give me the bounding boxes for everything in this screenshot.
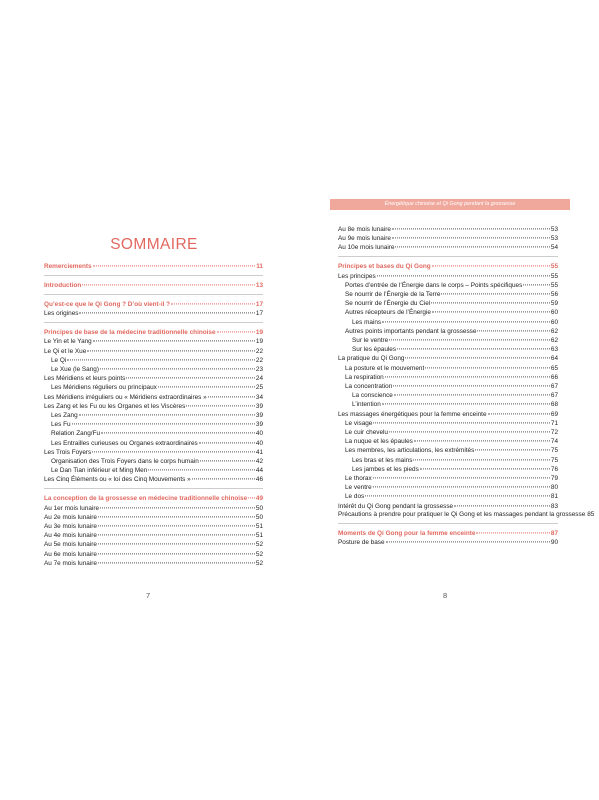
toc-entry-title: La nuque et les épaules bbox=[345, 438, 413, 446]
dot-leader bbox=[392, 238, 550, 239]
dot-leader bbox=[158, 387, 255, 388]
toc-entry[interactable] bbox=[44, 383, 263, 392]
dot-leader bbox=[523, 284, 550, 285]
toc-entry[interactable] bbox=[338, 318, 558, 327]
toc-entry-title: La conception de la grossesse en médecine traditionnelle chinoise bbox=[44, 495, 248, 503]
toc-entry[interactable] bbox=[338, 299, 558, 308]
toc-entry-page: 39 bbox=[255, 402, 263, 410]
dot-leader bbox=[72, 424, 255, 425]
toc-entry-title: Les origines bbox=[44, 310, 79, 318]
dot-leader bbox=[386, 542, 550, 543]
dot-leader bbox=[431, 303, 550, 304]
dot-leader bbox=[82, 284, 255, 285]
toc-entry[interactable] bbox=[44, 475, 263, 484]
toc-entry-page: 39 bbox=[255, 421, 263, 429]
toc-entry-page: 90 bbox=[550, 539, 558, 547]
dot-leader bbox=[192, 479, 255, 480]
toc-entry[interactable] bbox=[338, 456, 558, 465]
toc-entry-title: Le Qi bbox=[51, 356, 67, 364]
dot-leader bbox=[92, 451, 255, 452]
toc-entry-title: Au 7e mois lunaire bbox=[44, 559, 97, 567]
toc-entry[interactable] bbox=[44, 504, 263, 513]
dot-leader bbox=[477, 330, 549, 331]
dot-leader bbox=[248, 498, 255, 499]
toc-entry-page: 25 bbox=[255, 384, 263, 392]
toc-entry-title: Sur le ventre bbox=[352, 337, 389, 345]
toc-entry-title: Les Zang bbox=[51, 412, 78, 420]
dot-leader bbox=[365, 496, 550, 497]
toc-entry-page: 19 bbox=[255, 329, 263, 337]
toc-entry[interactable] bbox=[44, 522, 263, 531]
toc-entry[interactable] bbox=[338, 483, 558, 492]
dot-leader bbox=[382, 321, 550, 322]
toc-entry-page: 67 bbox=[550, 383, 558, 391]
toc-entry-title: Les Cinq Éléments ou « loi des Cinq Mouvements » bbox=[44, 476, 191, 484]
toc-entry-page: 79 bbox=[550, 475, 558, 483]
toc-entry[interactable] bbox=[44, 439, 263, 448]
toc-entry[interactable] bbox=[338, 327, 558, 336]
toc-entry[interactable] bbox=[338, 400, 558, 409]
toc-entry[interactable] bbox=[338, 419, 558, 428]
dot-leader bbox=[441, 293, 549, 294]
toc-entry-page: 76 bbox=[550, 465, 558, 473]
toc-entry-page: 74 bbox=[550, 438, 558, 446]
dot-leader bbox=[79, 313, 254, 314]
toc-section-entry[interactable] bbox=[44, 300, 263, 309]
toc-entry-title: Les principes bbox=[338, 272, 376, 280]
dot-leader bbox=[79, 414, 255, 415]
toc-entry[interactable] bbox=[44, 374, 263, 383]
toc-entry-page: 66 bbox=[550, 373, 558, 381]
toc-entry-title: Le Yin et le Yang bbox=[44, 338, 92, 346]
toc-entry-page: 81 bbox=[550, 493, 558, 501]
toc-entry-page: 22 bbox=[255, 347, 263, 355]
dot-leader bbox=[373, 487, 550, 488]
toc-entry-page: 69 bbox=[550, 410, 558, 418]
table-of-contents-left bbox=[44, 262, 263, 568]
toc-entry-page: 71 bbox=[550, 419, 558, 427]
dot-leader bbox=[98, 516, 255, 517]
toc-entry-title: Les Fu bbox=[51, 421, 71, 429]
toc-entry-page: 62 bbox=[550, 327, 558, 335]
toc-entry[interactable] bbox=[338, 502, 558, 511]
toc-entry[interactable] bbox=[338, 437, 558, 446]
toc-entry-page: 63 bbox=[550, 346, 558, 354]
toc-entry[interactable] bbox=[338, 336, 558, 345]
toc-entry[interactable] bbox=[44, 420, 263, 429]
toc-entry[interactable] bbox=[44, 457, 263, 466]
dot-leader bbox=[87, 350, 255, 351]
toc-section-entry[interactable] bbox=[338, 529, 558, 538]
toc-section-entry[interactable] bbox=[44, 328, 263, 337]
toc-entry[interactable] bbox=[44, 337, 263, 346]
dot-leader bbox=[432, 266, 550, 267]
toc-entry-title: La respiration bbox=[345, 373, 384, 381]
toc-entry[interactable] bbox=[44, 448, 263, 457]
dot-leader bbox=[100, 368, 255, 369]
toc-entry[interactable] bbox=[338, 382, 558, 391]
toc-entry-page: 55 bbox=[550, 272, 558, 280]
section-divider bbox=[44, 488, 263, 489]
left-page bbox=[0, 0, 299, 800]
toc-entry-page: 17 bbox=[255, 310, 263, 318]
toc-entry-title: L’intention bbox=[352, 401, 381, 409]
toc-entry[interactable] bbox=[44, 393, 263, 402]
toc-entry-title: Moments de Qi Gong pour la femme enceinte bbox=[338, 530, 476, 538]
toc-entry-page: 83 bbox=[550, 502, 558, 510]
dot-leader bbox=[126, 378, 255, 379]
toc-entry-title: Les Entrailles curieuses ou Organes extraordinaires bbox=[51, 439, 198, 447]
toc-entry[interactable] bbox=[338, 234, 558, 243]
toc-entry-title: Autres récepteurs de l’Énergie bbox=[345, 309, 431, 317]
dot-leader bbox=[454, 505, 550, 506]
toc-entry-page: 19 bbox=[255, 338, 263, 346]
toc-entry-page: 60 bbox=[550, 318, 558, 326]
toc-entry-title: Les Méridiens irréguliers ou « Méridiens extraordinaires » bbox=[44, 393, 207, 401]
toc-section-entry[interactable] bbox=[44, 281, 263, 290]
dot-leader bbox=[405, 358, 549, 359]
toc-entry-page: 55 bbox=[550, 281, 558, 289]
dot-leader bbox=[397, 349, 550, 350]
section-divider bbox=[44, 322, 263, 323]
toc-entry-page: 75 bbox=[550, 456, 558, 464]
dot-leader bbox=[382, 404, 550, 405]
toc-entry-page: 13 bbox=[255, 282, 263, 289]
toc-entry[interactable] bbox=[338, 538, 558, 547]
dot-leader bbox=[98, 553, 255, 554]
toc-entry-page: 42 bbox=[255, 458, 263, 466]
toc-entry[interactable] bbox=[338, 373, 558, 382]
toc-entry[interactable] bbox=[338, 308, 558, 317]
toc-entry-title: Portes d’entrée de l’Énergie dans le corps – Points spécifiques bbox=[345, 281, 523, 289]
dot-leader bbox=[373, 422, 550, 423]
dot-leader bbox=[98, 562, 255, 563]
toc-entry-title: Posture de base bbox=[338, 539, 385, 547]
toc-entry[interactable] bbox=[44, 356, 263, 365]
dot-leader bbox=[186, 405, 255, 406]
toc-entry-title: Se nourrir de l’Énergie du Ciel bbox=[345, 300, 431, 308]
toc-entry-page: 40 bbox=[255, 430, 263, 438]
toc-entry-title: Le dos bbox=[345, 493, 365, 501]
toc-entry-title: Le Dan Tian inférieur et Ming Men bbox=[51, 467, 148, 475]
dot-leader bbox=[385, 376, 550, 377]
toc-entry-title: Organisation des Trois Foyers dans le corps humain bbox=[51, 458, 199, 466]
toc-entry-page: 11 bbox=[256, 263, 263, 270]
dot-leader bbox=[395, 247, 549, 248]
toc-section-entry[interactable] bbox=[44, 262, 263, 271]
toc-entry-page: 53 bbox=[550, 226, 558, 233]
toc-entry-page: 52 bbox=[255, 550, 263, 558]
toc-entry-page: 52 bbox=[255, 559, 263, 567]
toc-section-entry[interactable] bbox=[338, 262, 558, 271]
dot-leader bbox=[101, 433, 255, 434]
toc-entry[interactable] bbox=[338, 428, 558, 437]
section-divider bbox=[44, 275, 263, 276]
toc-entry-page: 62 bbox=[550, 337, 558, 345]
dot-leader bbox=[98, 544, 255, 545]
page-title: SOMMAIRE bbox=[110, 236, 198, 253]
dot-leader bbox=[420, 468, 550, 469]
toc-entry-title: Le thorax bbox=[345, 475, 372, 483]
toc-entry-page: 23 bbox=[255, 366, 263, 374]
toc-entry-page: 22 bbox=[255, 356, 263, 364]
dot-leader bbox=[217, 332, 255, 333]
section-divider bbox=[44, 294, 263, 295]
toc-entry-title: Principes de base de la médecine traditionnelle chinoise bbox=[44, 329, 216, 337]
toc-entry-page: 54 bbox=[550, 244, 558, 252]
toc-entry[interactable] bbox=[338, 290, 558, 299]
toc-entry[interactable] bbox=[338, 225, 558, 234]
toc-entry[interactable] bbox=[44, 550, 263, 559]
toc-entry[interactable] bbox=[44, 309, 263, 318]
toc-entry-title: Autres points importants pendant la grossesse bbox=[345, 327, 477, 335]
toc-entry-title: Au 6e mois lunaire bbox=[44, 550, 97, 558]
running-header: Énergétique chinoise et Qi Gong pendant la grossesse bbox=[330, 199, 570, 210]
toc-entry-page: 56 bbox=[550, 291, 558, 299]
toc-entry[interactable] bbox=[338, 446, 558, 455]
toc-entry[interactable] bbox=[44, 429, 263, 438]
dot-leader bbox=[148, 470, 255, 471]
toc-entry-title: Au 10e mois lunaire bbox=[338, 244, 395, 252]
dot-leader bbox=[98, 535, 255, 536]
toc-entry[interactable] bbox=[338, 243, 558, 252]
toc-entry-title: La conscience bbox=[352, 392, 393, 400]
toc-entry[interactable] bbox=[338, 391, 558, 400]
dot-leader bbox=[389, 431, 550, 432]
dot-leader bbox=[199, 442, 255, 443]
toc-entry-page: 55 bbox=[550, 263, 558, 271]
toc-entry-title: Qu’est-ce que le Qi Gong ? D’où vient-il ? bbox=[44, 301, 171, 308]
toc-entry-page: 67 bbox=[550, 392, 558, 400]
section-divider bbox=[338, 256, 558, 257]
table-of-contents-right bbox=[338, 225, 595, 548]
toc-entry-page: 51 bbox=[255, 532, 263, 540]
toc-entry-page: 59 bbox=[550, 300, 558, 308]
toc-entry[interactable] bbox=[44, 365, 263, 374]
toc-entry-title: Les mains bbox=[352, 318, 382, 326]
toc-entry-title: Sur les épaules bbox=[352, 346, 397, 354]
dot-leader bbox=[208, 396, 255, 397]
right-page bbox=[300, 0, 599, 800]
toc-entry-title: Au 5e mois lunaire bbox=[44, 541, 97, 549]
toc-entry-title: Le Xue (le Sang) bbox=[51, 366, 99, 374]
toc-entry-page: 41 bbox=[255, 448, 263, 456]
dot-leader bbox=[475, 450, 550, 451]
toc-entry-page: 60 bbox=[550, 309, 558, 317]
toc-entry-title: Les Méridiens réguliers ou principaux bbox=[51, 384, 157, 392]
toc-entry[interactable] bbox=[338, 281, 558, 290]
toc-entry[interactable] bbox=[338, 465, 558, 474]
toc-entry-page: 50 bbox=[255, 513, 263, 521]
toc-entry-title: Les bras et les mains bbox=[352, 456, 413, 464]
toc-entry-page: 53 bbox=[550, 235, 558, 243]
toc-entry-page: 49 bbox=[255, 495, 263, 503]
toc-entry-page: 75 bbox=[550, 447, 558, 455]
toc-entry-title: Le cuir chevelu bbox=[345, 429, 388, 437]
toc-entry-page: 46 bbox=[255, 476, 263, 484]
page-number: 8 bbox=[443, 591, 448, 600]
toc-entry[interactable] bbox=[44, 513, 263, 522]
toc-entry-title: Au 1er mois lunaire bbox=[44, 504, 100, 512]
toc-entry-title: Au 9e mois lunaire bbox=[338, 235, 391, 243]
toc-entry[interactable] bbox=[44, 402, 263, 411]
dot-leader bbox=[413, 459, 550, 460]
toc-entry-title: Les Zang et les Fu ou les Organes et les Viscères bbox=[44, 402, 186, 410]
section-divider bbox=[338, 523, 558, 524]
toc-entry-page: 44 bbox=[255, 467, 263, 475]
toc-entry-page: 52 bbox=[255, 541, 263, 549]
toc-entry-page: 80 bbox=[550, 484, 558, 492]
toc-entry-title: Les jambes et les pieds bbox=[352, 465, 419, 473]
dot-leader bbox=[171, 303, 255, 304]
toc-entry-title: Se nourrir de l’Énergie de la Terre bbox=[345, 291, 441, 299]
toc-entry-title: Intérêt du Qi Gong pendant la grossesse bbox=[338, 502, 454, 510]
dot-leader bbox=[67, 359, 255, 360]
toc-entry-page: 40 bbox=[255, 439, 263, 447]
toc-entry[interactable] bbox=[338, 474, 558, 483]
page-number: 7 bbox=[146, 591, 151, 600]
dot-leader bbox=[200, 460, 255, 461]
dot-leader bbox=[93, 341, 255, 342]
toc-entry-page: 39 bbox=[255, 412, 263, 420]
toc-entry[interactable] bbox=[338, 272, 558, 281]
dot-leader bbox=[98, 525, 255, 526]
toc-section-entry[interactable] bbox=[44, 494, 263, 503]
toc-entry[interactable] bbox=[44, 466, 263, 475]
toc-entry[interactable] bbox=[44, 540, 263, 549]
toc-entry-title: Relation Zang/Fu bbox=[51, 430, 101, 438]
toc-entry-title: Les Trois Foyers bbox=[44, 448, 92, 456]
toc-entry-title: Les Méridiens et leurs points bbox=[44, 375, 126, 383]
dot-leader bbox=[389, 339, 550, 340]
dot-leader bbox=[394, 395, 550, 396]
toc-entry-title: Le Qi et le Xue bbox=[44, 347, 87, 355]
toc-entry-page: 50 bbox=[255, 504, 263, 512]
dot-leader bbox=[93, 265, 256, 266]
dot-leader bbox=[373, 477, 550, 478]
toc-entry-title: Principes et bases du Qi Gong bbox=[338, 263, 431, 271]
dot-leader bbox=[393, 385, 550, 386]
toc-entry[interactable] bbox=[338, 492, 558, 501]
toc-entry-title: Au 3e mois lunaire bbox=[44, 523, 97, 531]
dot-leader bbox=[414, 441, 550, 442]
toc-entry-page: 72 bbox=[550, 429, 558, 437]
toc-entry-page: 65 bbox=[550, 364, 558, 372]
dot-leader bbox=[392, 228, 550, 229]
dot-leader bbox=[432, 312, 550, 313]
toc-entry-title: La posture et le mouvement bbox=[345, 364, 425, 372]
toc-entry-page: 87 bbox=[550, 530, 558, 538]
toc-entry-page: 51 bbox=[255, 523, 263, 531]
dot-leader bbox=[488, 413, 550, 414]
toc-entry-page: 17 bbox=[255, 301, 263, 308]
toc-entry[interactable] bbox=[44, 411, 263, 420]
toc-entry-title: Précautions à prendre pour pratiquer le Qi Gong et les massages pendant la grossesse bbox=[338, 510, 586, 518]
toc-entry-page: 34 bbox=[255, 393, 263, 401]
toc-entry-page: 64 bbox=[550, 355, 558, 363]
toc-entry-page: 68 bbox=[550, 401, 558, 409]
toc-entry[interactable] bbox=[338, 345, 558, 354]
toc-entry-page: 24 bbox=[255, 375, 263, 383]
toc-entry-title: Remerciements bbox=[44, 263, 92, 270]
toc-entry-title: Les membres, les articulations, les extrémités bbox=[345, 447, 475, 455]
dot-leader bbox=[377, 275, 550, 276]
toc-entry-title: La pratique du Qi Gong bbox=[338, 355, 405, 363]
toc-entry-title: Le visage bbox=[345, 419, 373, 427]
toc-entry[interactable] bbox=[338, 354, 558, 363]
toc-entry[interactable] bbox=[44, 347, 263, 356]
toc-entry[interactable] bbox=[338, 510, 595, 520]
toc-entry-title: Au 8e mois lunaire bbox=[338, 226, 391, 233]
toc-entry-title: Au 2e mois lunaire bbox=[44, 513, 97, 521]
toc-entry[interactable] bbox=[44, 531, 263, 540]
toc-entry-title: Introduction bbox=[44, 282, 82, 289]
toc-entry-title: Les massages énergétiques pour la femme enceinte bbox=[338, 410, 487, 418]
toc-entry[interactable] bbox=[338, 364, 558, 373]
toc-entry-page: 85 bbox=[587, 510, 595, 518]
dot-leader bbox=[100, 507, 255, 508]
toc-entry-title: Le ventre bbox=[345, 484, 372, 492]
toc-entry-title: La concentration bbox=[345, 383, 393, 391]
dot-leader bbox=[476, 533, 549, 534]
toc-entry-title: Au 4e mois lunaire bbox=[44, 532, 97, 540]
toc-entry[interactable] bbox=[44, 559, 263, 568]
toc-entry[interactable] bbox=[338, 410, 558, 419]
dot-leader bbox=[425, 367, 550, 368]
